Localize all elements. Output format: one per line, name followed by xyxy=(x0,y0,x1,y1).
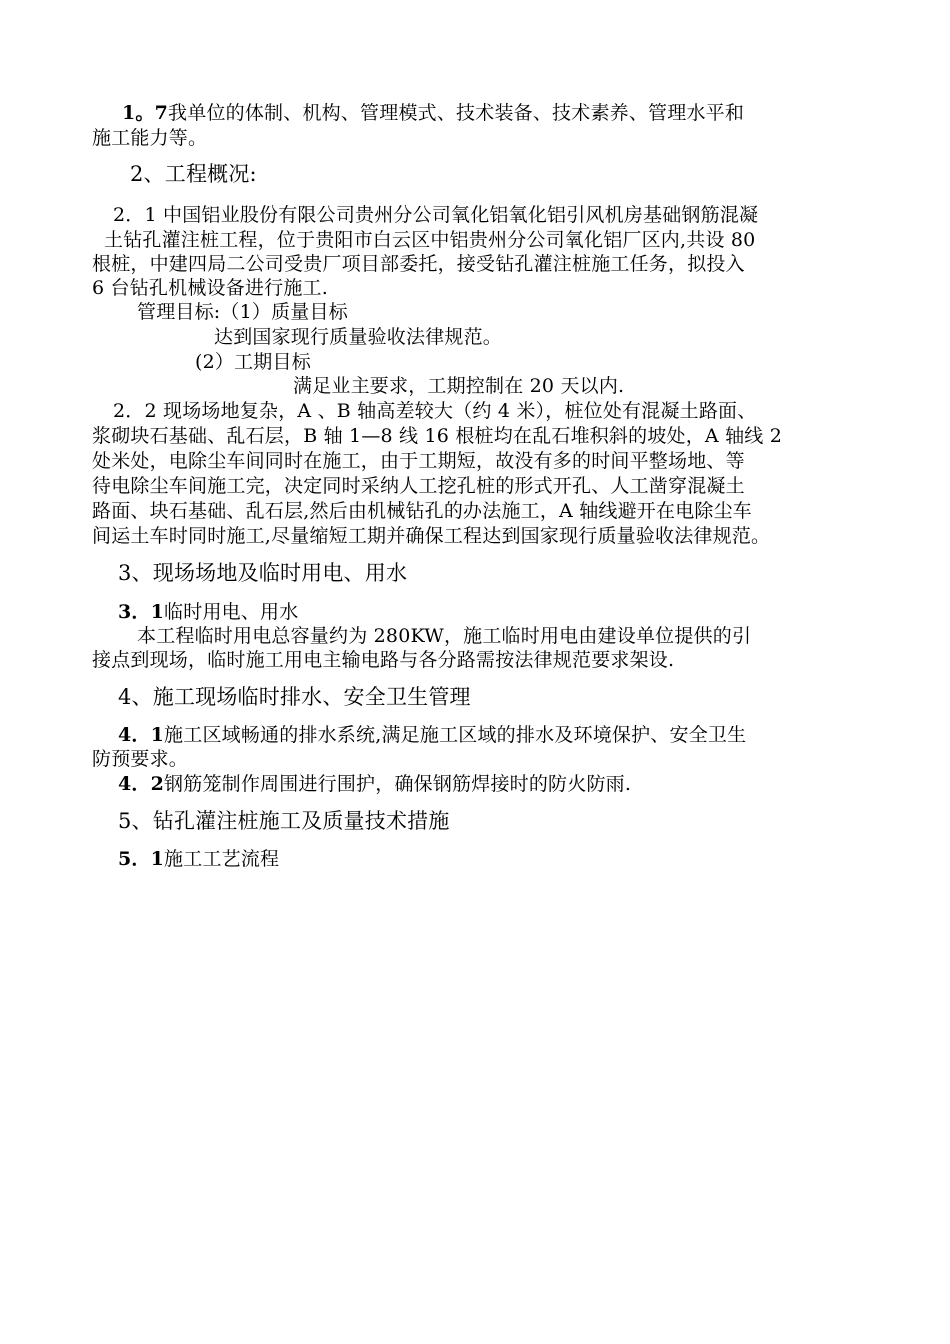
section-heading-3: 3、现场场地及临时用电、用水 xyxy=(118,561,408,585)
paragraph-2-2-line-6: 间运土车时同时施工,尽量缩短工期并确保工程达到国家现行质量验收法律规范。 xyxy=(92,525,771,547)
section-number: 4．2 xyxy=(118,773,165,795)
quality-target-text: 达到国家现行质量验收法律规范。 xyxy=(214,326,503,348)
paragraph-4-2-line-1 xyxy=(118,772,631,796)
paragraph-text: 我单位的体制、机构、管理模式、技术装备、技术素养、管理水平和 xyxy=(168,102,745,124)
subsection-3-1-title xyxy=(118,600,298,624)
paragraph-4-1-line-1 xyxy=(118,723,746,747)
paragraph-2-1-line-2: 土钻孔灌注桩工程，位于贵阳市白云区中铝贵州分公司氧化铝厂区内,共设 80 xyxy=(104,229,756,251)
subsection-5-1-title xyxy=(118,847,279,871)
paragraph-2-2-line-5: 路面、块石基础、乱石层,然后由机械钻孔的办法施工，A 轴线避开在电除尘车 xyxy=(92,500,753,522)
paragraph-4-1-line-2: 防预要求。 xyxy=(92,748,189,770)
section-number: 4．1 xyxy=(118,724,165,746)
paragraph-1-7-line-1 xyxy=(122,101,744,125)
paragraph-2-1-line-4: 6 台钻孔机械设备进行施工. xyxy=(92,277,328,299)
section-number: 3．1 xyxy=(118,601,165,623)
period-target-label: (2）工期目标 xyxy=(195,351,311,373)
paragraph-2-1-line-3: 根桩，中建四局二公司受贵厂项目部委托，接受钻孔灌注桩施工任务，拟投入 xyxy=(92,253,745,275)
paragraph-text: 钢筋笼制作周围进行围护，确保钢筋焊接时的防火防雨. xyxy=(164,773,632,795)
period-target-text: 满足业主要求，工期控制在 20 天以内. xyxy=(293,375,625,397)
paragraph-2-2-line-1: 2．2 现场场地复杂，A 、B 轴高差较大（约 4 米），桩位处有混凝土路面、 xyxy=(113,400,757,422)
section-heading-2: 2、工程概况: xyxy=(130,162,257,186)
management-target-label: 管理目标:（1）质量目标 xyxy=(137,301,348,323)
paragraph-3-1-line-1: 本工程临时用电总容量约为 280KW，施工临时用电由建设单位提供的引 xyxy=(137,625,752,647)
section-number: 1。7 xyxy=(122,102,169,124)
paragraph-2-2-line-2: 浆砌块石基础、乱石层，B 轴 1—8 线 16 根桩均在乱石堆积斜的坡处，A 轴线 2 xyxy=(92,425,783,447)
subsection-title: 施工工艺流程 xyxy=(164,848,280,870)
paragraph-2-2-line-4: 待电除尘车间施工完，决定同时采纳人工挖孔桩的形式开孔、人工凿穿混凝土 xyxy=(92,475,745,497)
subsection-title: 临时用电、用水 xyxy=(164,601,299,623)
section-heading-4: 4、施工现场临时排水、安全卫生管理 xyxy=(118,685,471,709)
section-number: 5．1 xyxy=(118,848,165,870)
section-heading-5: 5、钻孔灌注桩施工及质量技术措施 xyxy=(118,809,450,833)
paragraph-2-1-line-1: 2．1 中国铝业股份有限公司贵州分公司氧化铝氧化铝引风机房基础钢筋混凝 xyxy=(113,204,759,226)
paragraph-1-7-line-2: 施工能力等。 xyxy=(92,127,208,149)
paragraph-3-1-line-2: 接点到现场，临时施工用电主输电路与各分路需按法律规范要求架设. xyxy=(92,649,675,671)
paragraph-2-2-line-3: 处米处，电除尘车间同时在施工，由于工期短，故没有多的时间平整场地、等 xyxy=(92,450,745,472)
paragraph-text: 施工区域畅通的排水系统,满足施工区域的排水及环境保护、安全卫生 xyxy=(164,724,747,746)
